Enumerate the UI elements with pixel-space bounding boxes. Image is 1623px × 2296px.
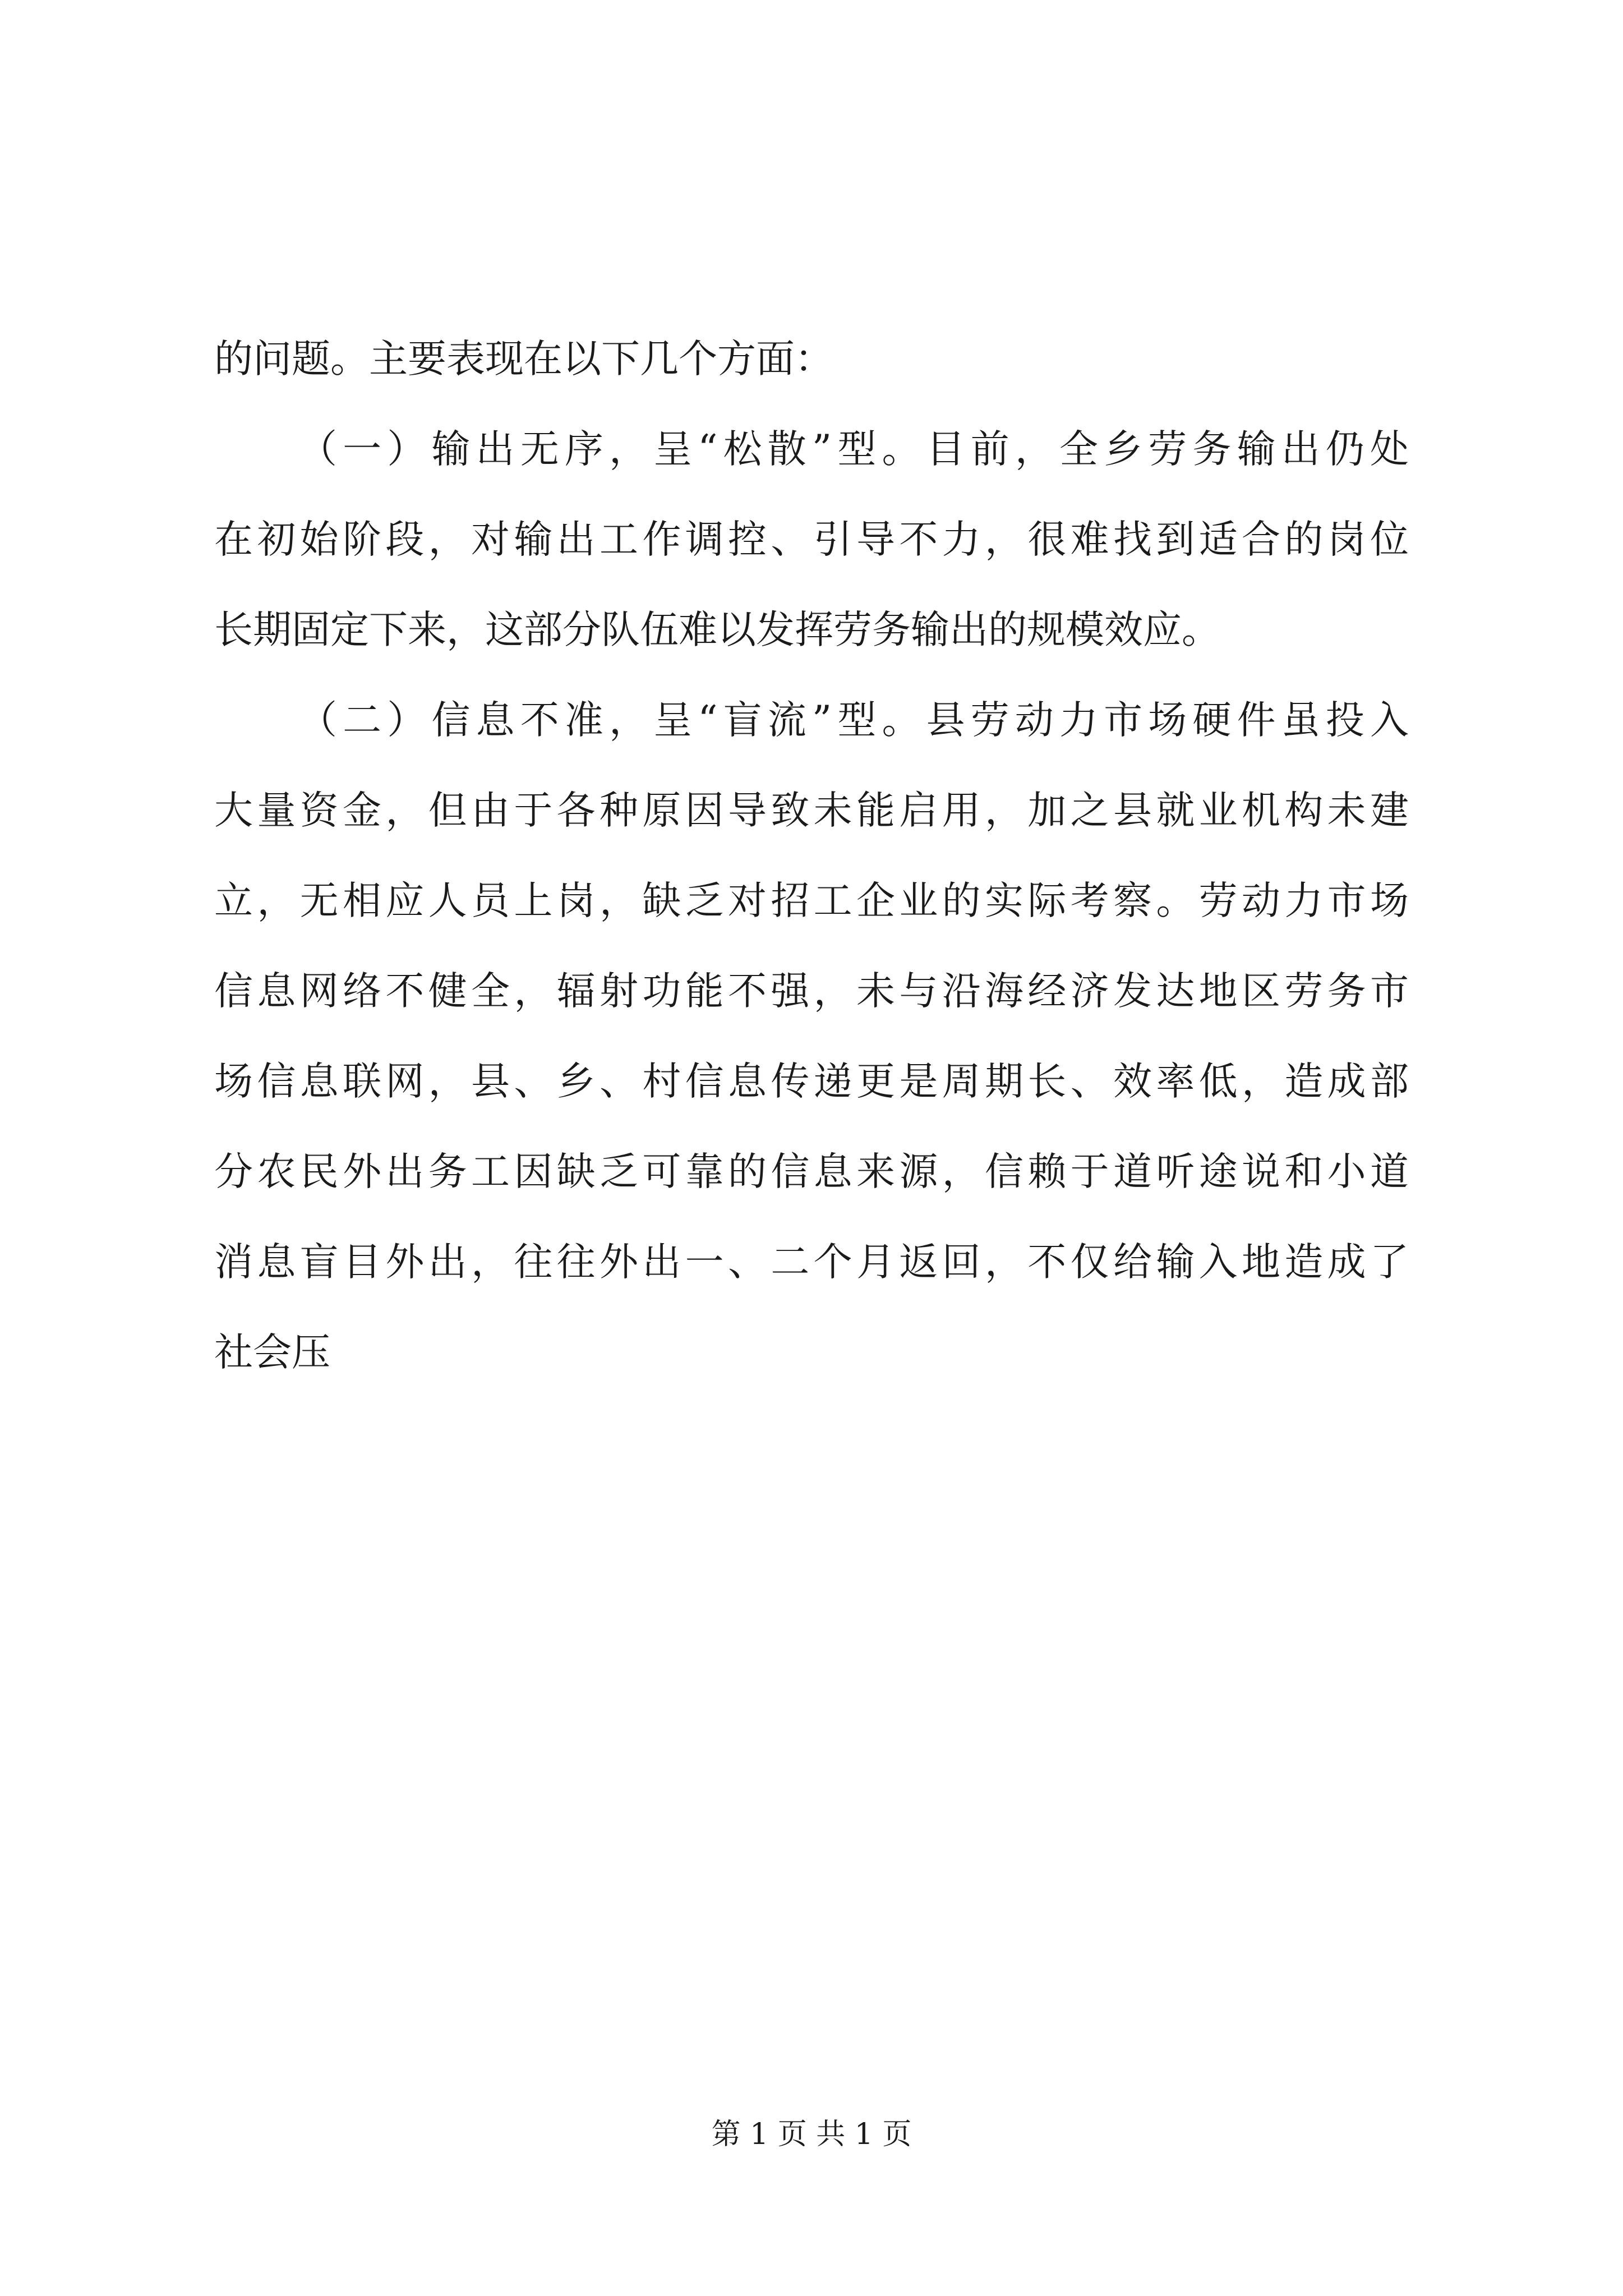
paragraph-1-line: 长期固定下来，这部分队伍难以发挥劳务输出的规模效应。	[214, 608, 1220, 652]
paragraph-2-line: 大量资金，但由于各种原因导致未能启用，加之县就业机构未建	[214, 788, 1409, 833]
paragraph-1-line: 在初始阶段，对输出工作调控、引导不力，很难找到适合的岗位	[214, 517, 1409, 562]
document-body	[214, 314, 1409, 1398]
paragraph-2-line: 社会压	[214, 1330, 330, 1375]
paragraph-2-line: 消息盲目外出，往往外出一、二个月返回，不仅给输入地造成了	[214, 1240, 1409, 1285]
page-number-footer: 第 1 页 共 1 页	[711, 2118, 912, 2151]
paragraph-2-line: 信息网络不健全，辐射功能不强，未与沿海经济发达地区劳务市	[214, 969, 1409, 1014]
text-line: 的问题。主要表现在以下几个方面：	[214, 337, 833, 381]
paragraph-2-line: 分农民外出务工因缺乏可靠的信息来源，信赖于道听途说和小道	[214, 1149, 1409, 1194]
paragraph-2-line: 场信息联网，县、乡、村信息传递更是周期长、效率低，造成部	[214, 1059, 1409, 1104]
paragraph-2-line: 立，无相应人员上岗，缺乏对招工企业的实际考察。劳动力市场	[214, 878, 1409, 923]
paragraph-2-line: （二）信息不准，呈“盲流”型。县劳动力市场硬件虽投入	[298, 698, 1409, 743]
paragraph-1-line: （一）输出无序，呈“松散”型。目前，全乡劳务输出仍处	[298, 427, 1409, 472]
